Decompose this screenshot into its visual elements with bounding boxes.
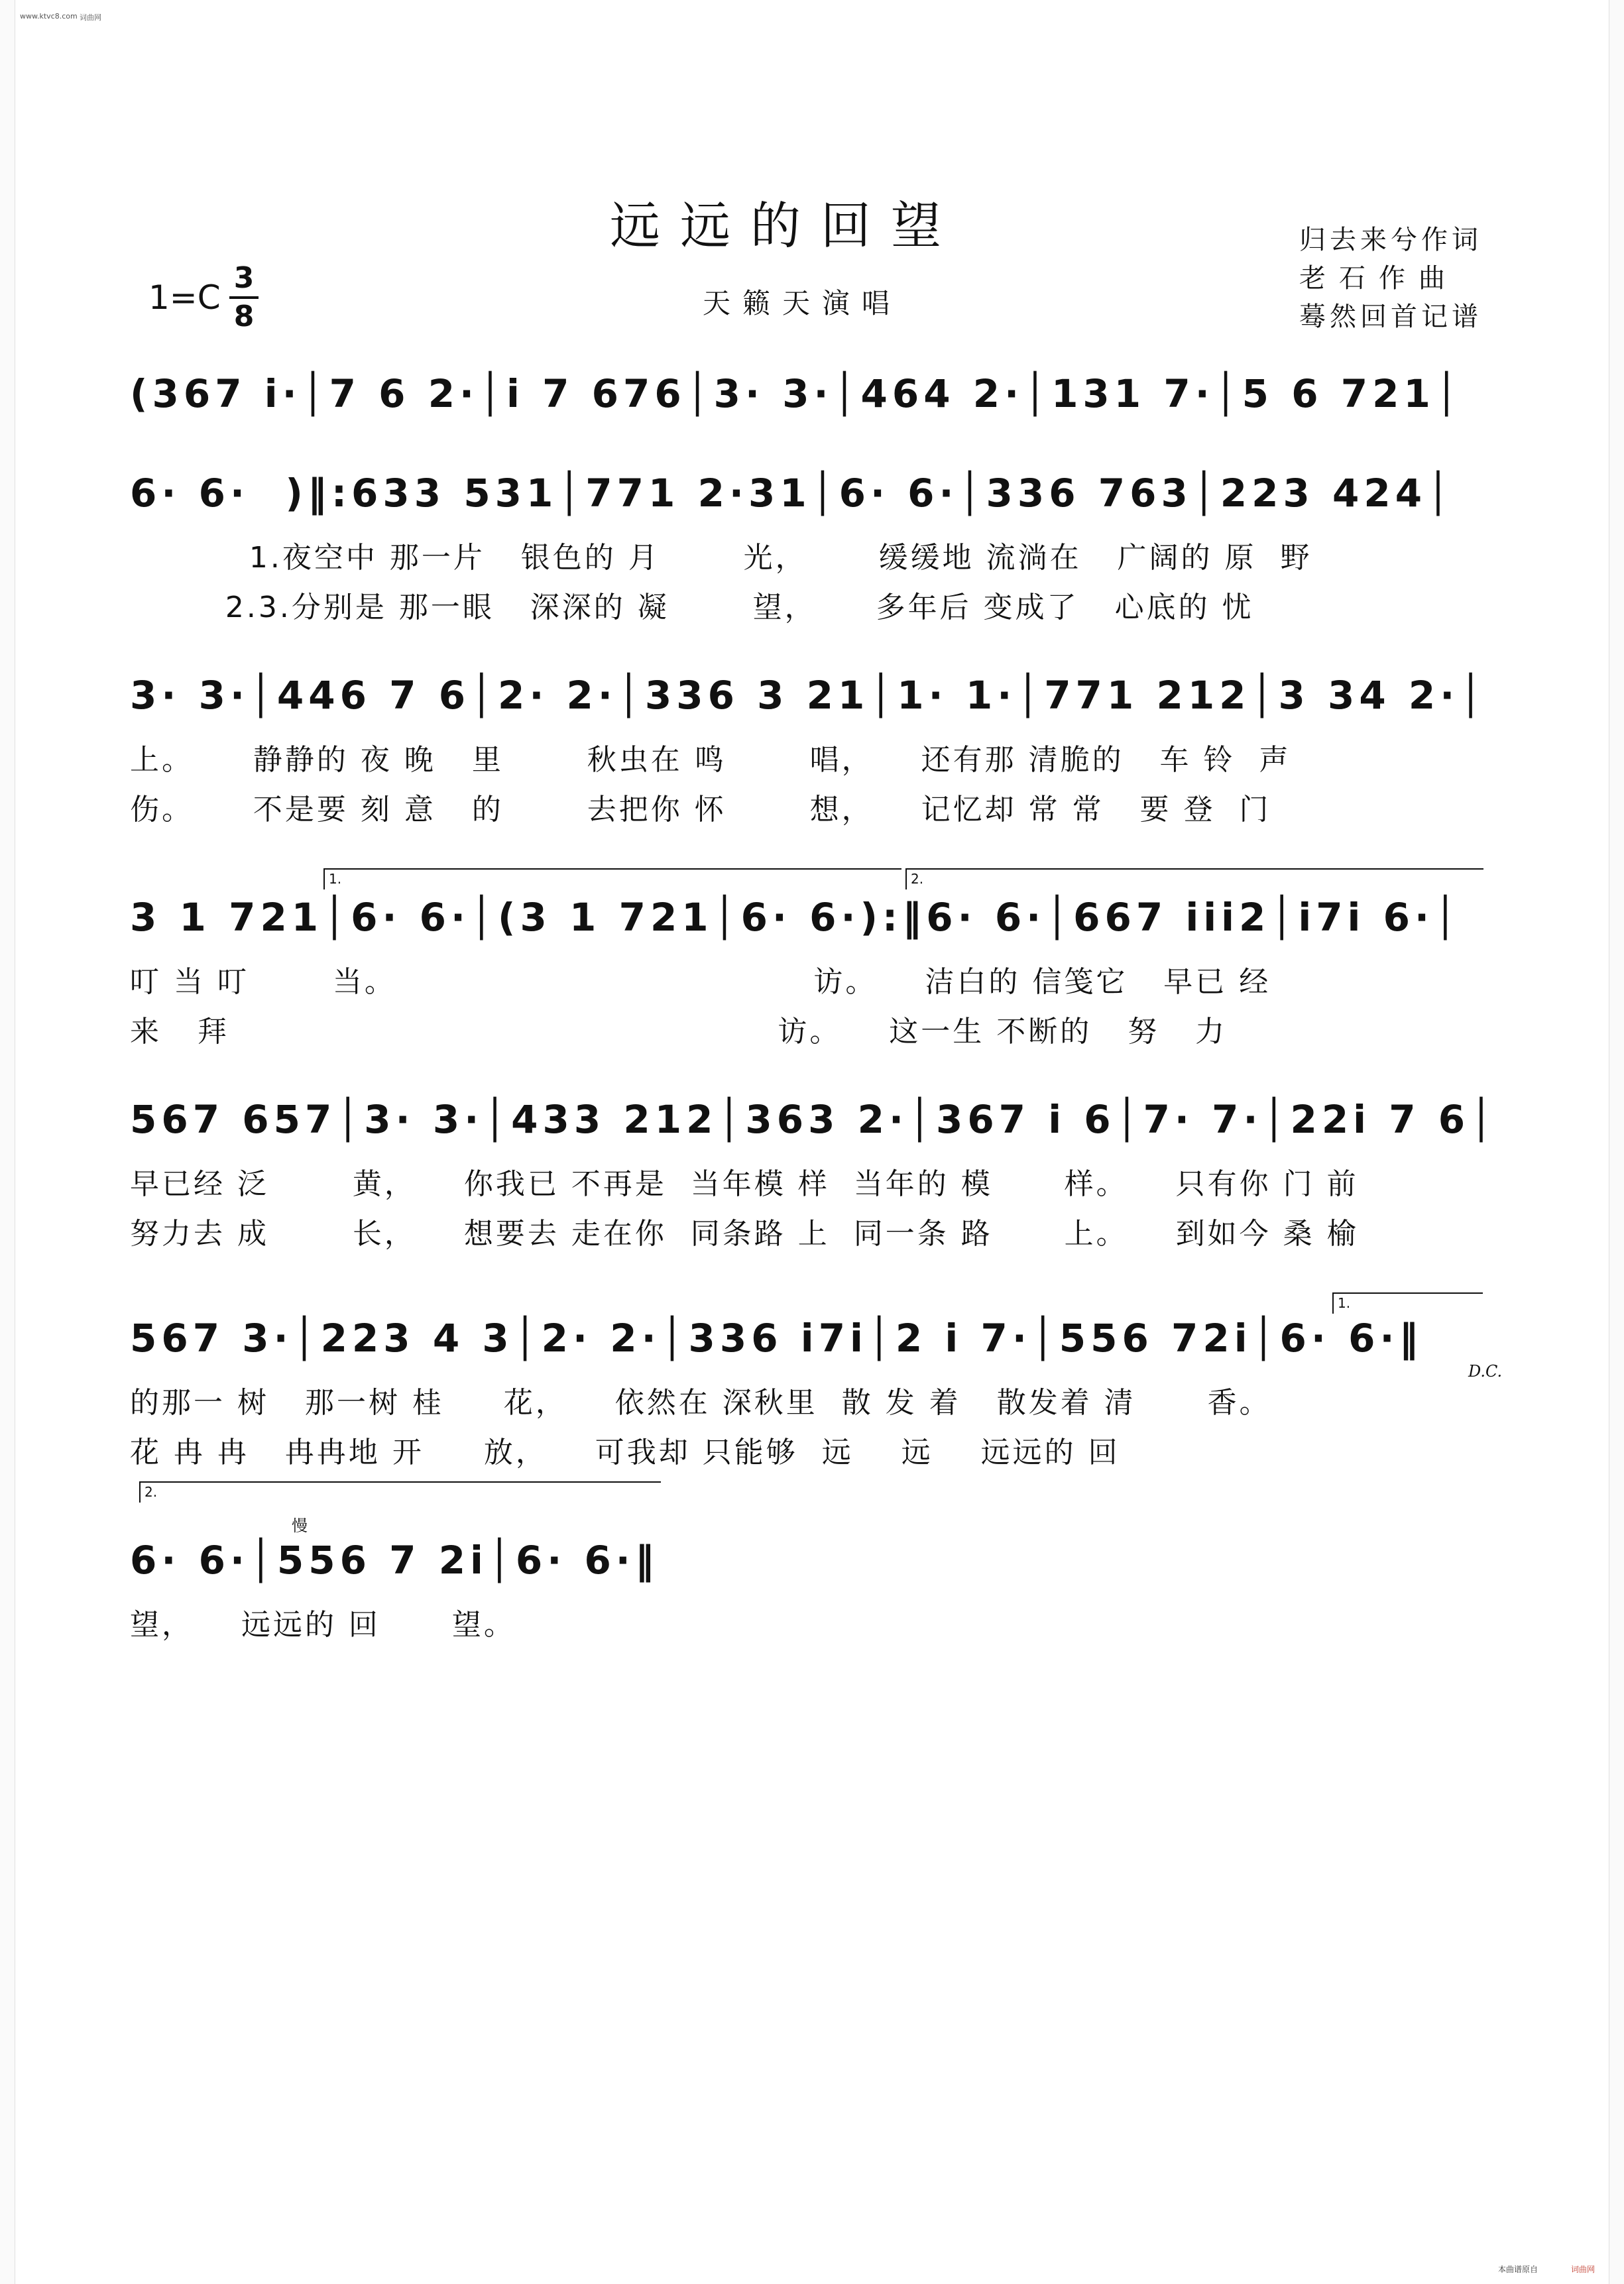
notation-line: 567 657│3· 3·│433 212│363 2·│367 i 6│7· 7·│22i 7 6│ <box>130 1097 1498 1142</box>
right-margin-strip <box>1609 0 1624 2284</box>
lyric-verse-2: 来 拜 访。 这一生 不断的 努 力 <box>130 1015 1228 1049</box>
lyricist-credit: 归去来兮作词 <box>1299 225 1482 255</box>
volta-label: 1. <box>1338 1295 1351 1311</box>
time-numerator: 3 <box>233 261 255 295</box>
tempo-marking-slow: 慢 <box>292 1516 308 1535</box>
time-signature <box>229 262 259 333</box>
lyric-verse-2: 花 冉 冉 冉冉地 开 放， 可我却 只能够 远 远 远远的 回 <box>130 1436 1120 1469</box>
volta-bracket-1 <box>323 868 901 889</box>
lyric-verse-1: 的那一 树 那一树 桂 花， 依然在 深秋里 散 发 着 散发着 清 香。 <box>130 1386 1271 1420</box>
transcriber-credit: 蓦然回首记谱 <box>1299 302 1482 332</box>
lyric-verse-1: 叮 当 叮 当。 访。 洁白的 信笺它 早已 经 <box>130 965 1271 999</box>
footer-note: 本曲谱原自 <box>1498 2265 1538 2274</box>
notation-line: 6· 6·│556 7 2i│6· 6·‖ <box>130 1538 659 1583</box>
site-name: 词曲网 <box>80 13 101 22</box>
notation-line: 3· 3·│446 7 6│2· 2·│336 3 21│1· 1·│771 212│3 34 2·│ <box>130 673 1487 718</box>
da-capo-marking: D.C. <box>1468 1362 1503 1381</box>
time-denominator: 8 <box>233 300 255 333</box>
volta-label: 2. <box>145 1484 158 1500</box>
notation-line: (367 i·│7 6 2·│i 7 676│3· 3·│464 2·│131 7·│5 6 721│ <box>130 371 1463 416</box>
volta-label: 2. <box>911 871 924 887</box>
score-row-3 <box>130 673 1495 832</box>
footer-brand: 词曲网 <box>1571 2265 1595 2274</box>
volta-bracket-1-final <box>1332 1292 1483 1314</box>
lyric-verse-1: 1.夜空中 那一片 银色的 月 光， 缓缓地 流淌在 广阔的 原 野 <box>130 541 1312 575</box>
time-fraction-bar <box>229 296 259 299</box>
score-row-5 <box>130 1097 1498 1256</box>
lyric-verse-1: 早已经 泛 黄， 你我已 不再是 当年模 样 当年的 模 样。 只有你 门 前 <box>130 1167 1359 1201</box>
score-row-4 <box>130 895 1495 1054</box>
left-margin-strip <box>0 0 15 2284</box>
score-row-6 <box>130 1316 1495 1475</box>
lyric-verse-1: 望， 远远的 回 望。 <box>130 1608 516 1642</box>
lyric-verse-2: 2.3.分别是 那一眼 深深的 凝 望， 多年后 变成了 心底的 忧 <box>130 591 1254 624</box>
notation-line: 567 3·│223 4 3│2· 2·│336 i7i│2 i 7·│556 72i│6· 6·‖ <box>130 1316 1423 1361</box>
volta-bracket-2 <box>905 868 1483 889</box>
notation-line: 3 1 721│6· 6·│(3 1 721│6· 6·):‖6· 6·│667 iii2│i7i 6·│ <box>130 895 1462 940</box>
key-signature: 1=C <box>148 278 221 317</box>
notation-line: 6· 6· )‖:633 531│771 2·31│6· 6·│336 763│223 424│ <box>130 471 1454 516</box>
song-title: 远远的回望 <box>610 196 961 255</box>
score-row-2 <box>130 471 1495 630</box>
singer-credit: 天籁天演唱 <box>703 287 902 319</box>
lyric-verse-2: 伤。 不是要 刻 意 的 去把你 怀 想， 记忆却 常 常 要 登 门 <box>130 793 1271 827</box>
score-row-1 <box>130 371 1495 431</box>
lyric-verse-2: 努力去 成 长， 想要去 走在你 同条路 上 同一条 路 上。 到如今 桑 榆 <box>130 1217 1359 1251</box>
volta-bracket-2-final <box>139 1481 661 1503</box>
volta-label: 1. <box>329 871 342 887</box>
composer-credit: 老石作曲 <box>1299 263 1458 294</box>
score-row-7 <box>130 1538 1495 1644</box>
lyric-verse-1: 上。 静静的 夜 晚 里 秋虫在 鸣 唱， 还有那 清脆的 车 铃 声 <box>130 743 1291 777</box>
site-url: www.ktvc8.com <box>20 12 78 21</box>
